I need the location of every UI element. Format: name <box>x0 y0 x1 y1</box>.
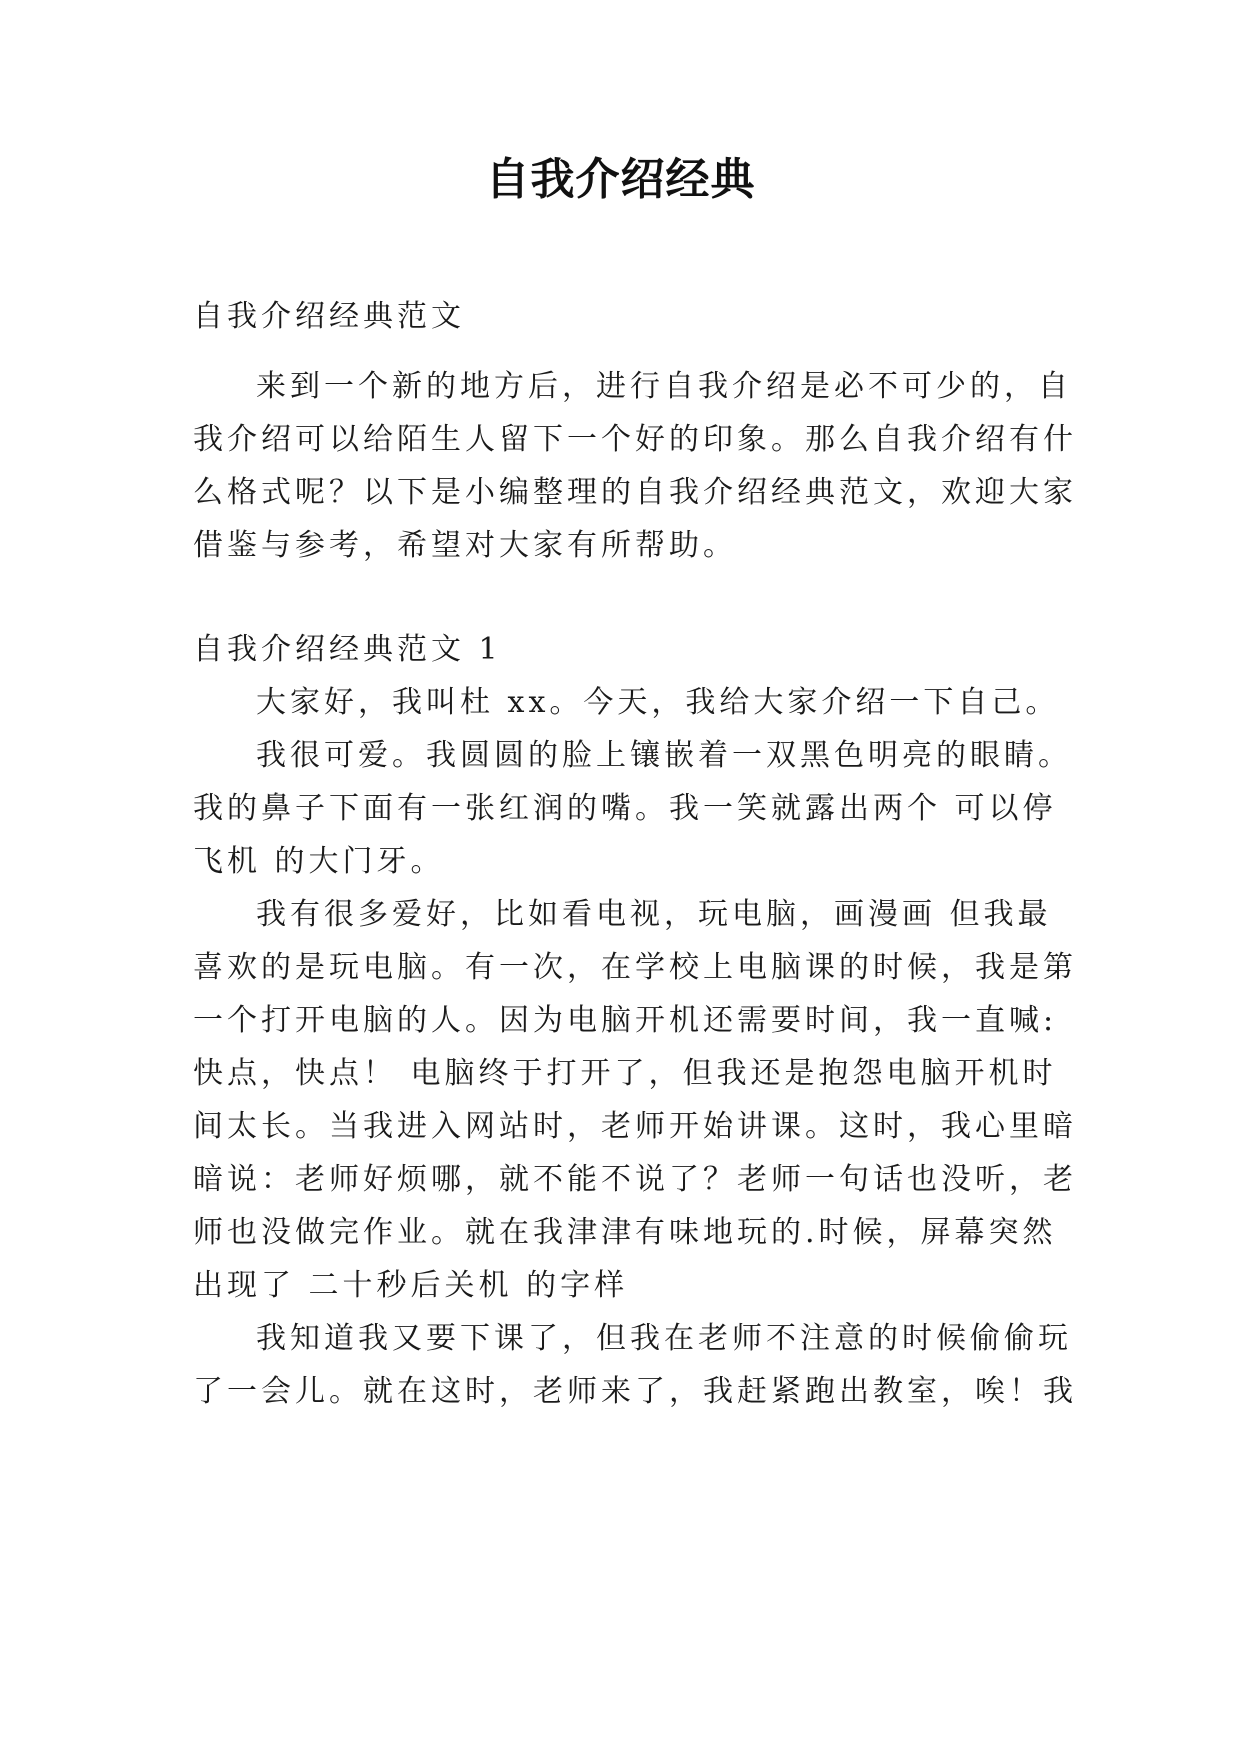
section-heading: 自我介绍经典范文 1 <box>193 632 502 667</box>
paragraph-2-line-3: 飞机 的大门牙。 <box>193 844 445 879</box>
paragraph-3-line-4: 快点，快点！ 电脑终于打开了，但我还是抱怨电脑开机时 <box>193 1056 1057 1091</box>
intro-line-1: 来到一个新的地方后，进行自我介绍是必不可少的，自 <box>256 369 1072 404</box>
intro-line-2: 我介绍可以给陌生人留下一个好的印象。那么自我介绍有什 <box>193 422 1077 457</box>
paragraph-3-line-7: 师也没做完作业。就在我津津有味地玩的.时候，屏幕突然 <box>193 1215 1057 1250</box>
paragraph-3-line-8: 出现了 二十秒后关机 的字样 <box>193 1268 629 1303</box>
document-subtitle: 自我介绍经典范文 <box>193 299 465 334</box>
paragraph-4-line-1: 我知道我又要下课了，但我在老师不注意的时候偷偷玩 <box>256 1321 1072 1356</box>
paragraph-3-line-1: 我有很多爱好，比如看电视，玩电脑，画漫画 但我最 <box>256 897 1052 932</box>
paragraph-3-line-3: 一个打开电脑的人。因为电脑开机还需要时间，我一直喊: <box>193 1003 1058 1038</box>
paragraph-3-line-5: 间太长。当我进入网站时，老师开始讲课。这时，我心里暗 <box>193 1109 1077 1144</box>
document-title: 自我介绍经典 <box>485 154 756 205</box>
intro-line-4: 借鉴与参考，希望对大家有所帮助。 <box>193 528 737 563</box>
paragraph-4-line-2: 了一会儿。就在这时，老师来了，我赶紧跑出教室，唉！我 <box>193 1374 1077 1409</box>
paragraph-2-line-1: 我很可爱。我圆圆的脸上镶嵌着一双黑色明亮的眼睛。 <box>256 738 1072 773</box>
intro-line-3: 么格式呢？以下是小编整理的自我介绍经典范文，欢迎大家 <box>193 475 1077 510</box>
paragraph-2-line-2: 我的鼻子下面有一张红润的嘴。我一笑就露出两个 可以停 <box>193 791 1057 826</box>
paragraph-3-line-2: 喜欢的是玩电脑。有一次，在学校上电脑课的时候，我是第 <box>193 950 1077 985</box>
paragraph-3-line-6: 暗说：老师好烦哪，就不能不说了？老师一句话也没听，老 <box>193 1162 1077 1197</box>
paragraph-1-line-1: 大家好，我叫杜 xx。今天，我给大家介绍一下自己。 <box>256 685 1060 720</box>
